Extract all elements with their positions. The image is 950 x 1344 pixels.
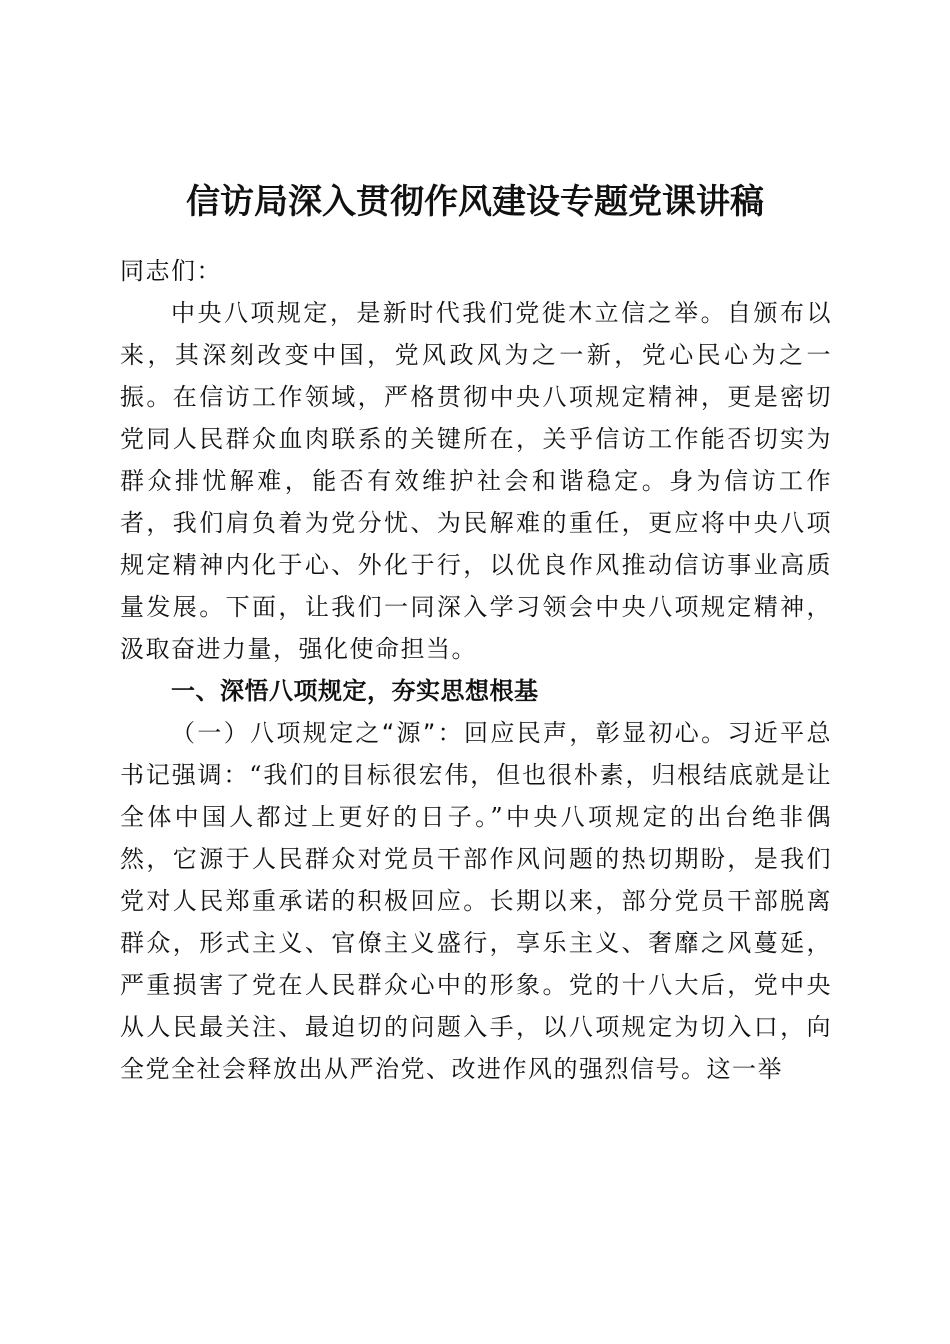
intro-paragraph: 中央八项规定，是新时代我们党徙木立信之举。自颁布以来，其深刻改变中国，党风政风为之一新，党心民心为之一振。在信访工作领域，严格贯彻中央八项规定精神，更是密切党同人民群众血肉联系的关键所在，关乎信访工作能否切实为群众排忧解难，能否有效维护社会和谐稳定。身为信访工作者，我们肩负着为党分忧、为民解难的重任，更应将中央八项规定精神内化于心、外化于行，以优良作风推动信访事业高质量发展。下面，让我们一同深入学习领会中央八项规定精神，汲取奋进力量，强化使命担当。 bbox=[120, 299, 832, 663]
section-heading: 一、深悟八项规定，夯实思想根基 bbox=[171, 677, 539, 705]
document-body bbox=[120, 250, 832, 1090]
subsection-label: （一）八项规定之“源”： bbox=[171, 719, 465, 747]
subsection-text: 回应民声，彰显初心。习近平总书记强调：“我们的目标很宏伟，但也很朴素，归根结底就是让全体中国人都过上更好的日子。”中央八项规定的出台绝非偶然，它源于人民群众对党员干部作风问题的热切期盼，是我们党对人民郑重承诺的积极回应。长期以来，部分党员干部脱离群众，形式主义、官僚主义盛行，享乐主义、奢靡之风蔓延，严重损害了党在人民群众心中的形象。党的十八大后，党中央从人民最关注、最迫切的问题入手，以八项规定为切入口，向全党全社会释放出从严治党、改进作风的强烈信号。这一举 bbox=[120, 719, 832, 1083]
salutation: 同志们： bbox=[120, 257, 222, 285]
document-title: 信访局深入贯彻作风建设专题党课讲稿 bbox=[186, 182, 764, 222]
subsection-paragraph bbox=[120, 712, 832, 1090]
